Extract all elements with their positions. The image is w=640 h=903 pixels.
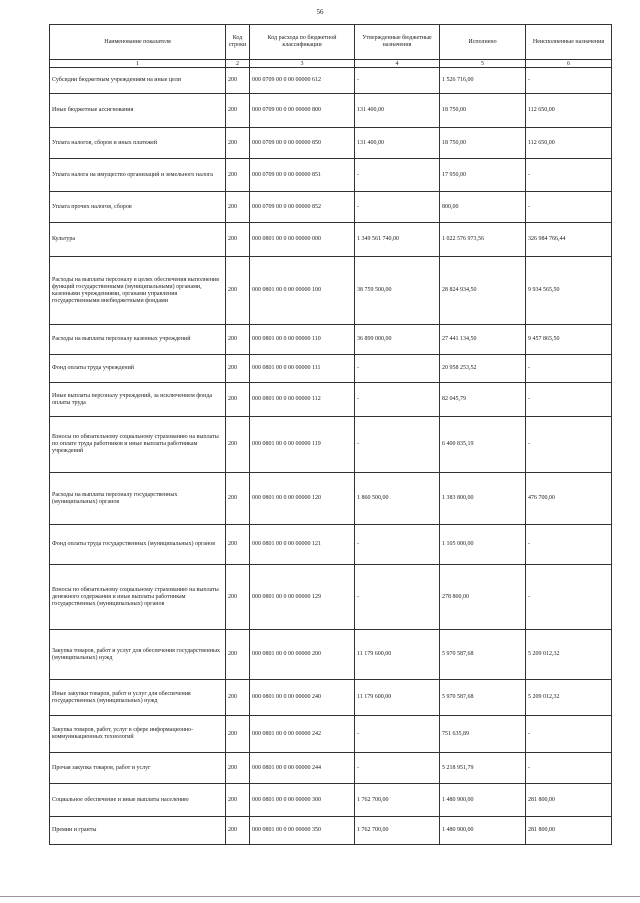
approved-amount: 38 759 500,00 xyxy=(355,257,440,325)
indicator-name: Уплата прочих налогов, сборов xyxy=(50,192,226,223)
executed-amount: 17 950,00 xyxy=(440,159,526,192)
approved-amount: - xyxy=(355,68,440,94)
header-executed: Исполнено xyxy=(440,25,526,60)
header-approved: Утвержденные бюджетные назначения xyxy=(355,25,440,60)
line-code: 200 xyxy=(226,784,250,817)
executed-amount: 18 750,00 xyxy=(440,128,526,159)
classification-code: 000 0709 00 0 00 00000 850 xyxy=(250,128,355,159)
approved-amount: 131 400,00 xyxy=(355,128,440,159)
unexecuted-amount: 112 650,00 xyxy=(526,94,612,128)
indicator-name: Расходы на выплаты персоналу казенных учреждений xyxy=(50,325,226,355)
column-number: 1 xyxy=(50,60,226,68)
indicator-name: Социальное обеспечение и иные выплаты населению xyxy=(50,784,226,817)
table-row xyxy=(50,257,612,325)
table-row xyxy=(50,94,612,128)
classification-code: 000 0801 00 0 00 00000 000 xyxy=(250,223,355,257)
table-row xyxy=(50,817,612,845)
unexecuted-amount: - xyxy=(526,192,612,223)
column-number-row xyxy=(50,60,612,68)
classification-code: 000 0709 00 0 00 00000 800 xyxy=(250,94,355,128)
table-row xyxy=(50,525,612,565)
indicator-name: Закупка товаров, работ и услуг для обеспечения государственных (муниципальных) нужд xyxy=(50,630,226,680)
unexecuted-amount: - xyxy=(526,753,612,784)
executed-amount: 1 022 576 973,56 xyxy=(440,223,526,257)
classification-code: 000 0801 00 0 00 00000 111 xyxy=(250,355,355,383)
classification-code: 000 0801 00 0 00 00000 121 xyxy=(250,525,355,565)
table-row xyxy=(50,383,612,417)
executed-amount: 28 824 934,50 xyxy=(440,257,526,325)
executed-amount: 27 441 134,50 xyxy=(440,325,526,355)
indicator-name: Уплата налога на имущество организаций и земельного налога xyxy=(50,159,226,192)
unexecuted-amount: - xyxy=(526,565,612,630)
line-code: 200 xyxy=(226,525,250,565)
indicator-name: Фонд оплаты труда учреждений xyxy=(50,355,226,383)
table-row xyxy=(50,753,612,784)
unexecuted-amount: - xyxy=(526,355,612,383)
approved-amount: 1 860 500,00 xyxy=(355,473,440,525)
unexecuted-amount: - xyxy=(526,525,612,565)
table-row xyxy=(50,417,612,473)
executed-amount: 5 970 587,68 xyxy=(440,630,526,680)
line-code: 200 xyxy=(226,128,250,159)
executed-amount: 1 383 800,00 xyxy=(440,473,526,525)
table-row xyxy=(50,159,612,192)
approved-amount: - xyxy=(355,192,440,223)
executed-amount: 751 635,89 xyxy=(440,716,526,753)
unexecuted-amount: 9 457 865,50 xyxy=(526,325,612,355)
indicator-name: Прочая закупка товаров, работ и услуг xyxy=(50,753,226,784)
unexecuted-amount: 5 209 012,32 xyxy=(526,630,612,680)
line-code: 200 xyxy=(226,192,250,223)
unexecuted-amount: 5 209 012,32 xyxy=(526,680,612,716)
table-row xyxy=(50,680,612,716)
line-code: 200 xyxy=(226,383,250,417)
approved-amount: - xyxy=(355,565,440,630)
table-header-row xyxy=(50,25,612,60)
classification-code: 000 0709 00 0 00 00000 852 xyxy=(250,192,355,223)
line-code: 200 xyxy=(226,417,250,473)
unexecuted-amount: - xyxy=(526,716,612,753)
executed-amount: 1 480 900,00 xyxy=(440,817,526,845)
executed-amount: 800,00 xyxy=(440,192,526,223)
executed-amount: 18 750,00 xyxy=(440,94,526,128)
line-code: 200 xyxy=(226,753,250,784)
approved-amount: 131 400,00 xyxy=(355,94,440,128)
table-row xyxy=(50,325,612,355)
indicator-name: Расходы на выплаты персоналу в целях обеспечения выполнения функций государственными (муниципальными) органами, казенными учреждениями, органами управления государственными внебюджетными фондами xyxy=(50,257,226,325)
indicator-name: Расходы на выплаты персоналу государственных (муниципальных) органов xyxy=(50,473,226,525)
approved-amount: - xyxy=(355,525,440,565)
approved-amount: 11 179 600,00 xyxy=(355,680,440,716)
line-code: 200 xyxy=(226,716,250,753)
classification-code: 000 0801 00 0 00 00000 112 xyxy=(250,383,355,417)
column-number: 4 xyxy=(355,60,440,68)
table-row xyxy=(50,192,612,223)
table-row xyxy=(50,68,612,94)
executed-amount: 5 218 951,79 xyxy=(440,753,526,784)
classification-code: 000 0801 00 0 00 00000 240 xyxy=(250,680,355,716)
line-code: 200 xyxy=(226,94,250,128)
executed-amount: 1 105 000,00 xyxy=(440,525,526,565)
line-code: 200 xyxy=(226,257,250,325)
approved-amount: - xyxy=(355,716,440,753)
unexecuted-amount: 112 650,00 xyxy=(526,128,612,159)
table-row xyxy=(50,473,612,525)
indicator-name: Премии и гранты xyxy=(50,817,226,845)
approved-amount: - xyxy=(355,383,440,417)
header-unexecuted: Неисполненные назначения xyxy=(526,25,612,60)
approved-amount: 11 179 600,00 xyxy=(355,630,440,680)
executed-amount: 82 045,79 xyxy=(440,383,526,417)
classification-code: 000 0709 00 0 00 00000 851 xyxy=(250,159,355,192)
indicator-name: Иные выплаты персоналу учреждений, за исключением фонда оплаты труда xyxy=(50,383,226,417)
approved-amount: 36 899 000,00 xyxy=(355,325,440,355)
unexecuted-amount: - xyxy=(526,417,612,473)
classification-code: 000 0801 00 0 00 00000 129 xyxy=(250,565,355,630)
unexecuted-amount: 476 700,00 xyxy=(526,473,612,525)
indicator-name: Иные бюджетные ассигнования xyxy=(50,94,226,128)
unexecuted-amount: 326 984 766,44 xyxy=(526,223,612,257)
table-row xyxy=(50,716,612,753)
executed-amount: 1 480 900,00 xyxy=(440,784,526,817)
indicator-name: Иные закупки товаров, работ и услуг для обеспечения государственных (муниципальных) нужд xyxy=(50,680,226,716)
approved-amount: 1 762 700,00 xyxy=(355,817,440,845)
classification-code: 000 0801 00 0 00 00000 242 xyxy=(250,716,355,753)
table-row xyxy=(50,355,612,383)
classification-code: 000 0801 00 0 00 00000 200 xyxy=(250,630,355,680)
executed-amount: 278 800,00 xyxy=(440,565,526,630)
line-code: 200 xyxy=(226,223,250,257)
bottom-divider xyxy=(0,896,640,897)
unexecuted-amount: 9 934 565,50 xyxy=(526,257,612,325)
line-code: 200 xyxy=(226,325,250,355)
table-row xyxy=(50,565,612,630)
approved-amount: - xyxy=(355,355,440,383)
line-code: 200 xyxy=(226,630,250,680)
approved-amount: - xyxy=(355,417,440,473)
table-row xyxy=(50,630,612,680)
column-number: 5 xyxy=(440,60,526,68)
indicator-name: Взносы по обязательному социальному страхованию на выплаты денежного содержания и иные выплаты работникам государственных (муниципальных) органов xyxy=(50,565,226,630)
line-code: 200 xyxy=(226,159,250,192)
unexecuted-amount: - xyxy=(526,383,612,417)
executed-amount: 6 400 835,19 xyxy=(440,417,526,473)
classification-code: 000 0801 00 0 00 00000 100 xyxy=(250,257,355,325)
line-code: 200 xyxy=(226,565,250,630)
line-code: 200 xyxy=(226,680,250,716)
unexecuted-amount: 281 800,00 xyxy=(526,784,612,817)
unexecuted-amount: - xyxy=(526,68,612,94)
unexecuted-amount: - xyxy=(526,159,612,192)
header-code: Код строки xyxy=(226,25,250,60)
executed-amount: 1 526 716,00 xyxy=(440,68,526,94)
indicator-name: Взносы по обязательному социальному страхованию на выплаты по оплате труда работников и иные выплаты работникам учреждений xyxy=(50,417,226,473)
line-code: 200 xyxy=(226,473,250,525)
line-code: 200 xyxy=(226,355,250,383)
indicator-name: Закупка товаров, работ, услуг в сфере информационно-коммуникационных технологий xyxy=(50,716,226,753)
indicator-name: Культура xyxy=(50,223,226,257)
approved-amount: - xyxy=(355,159,440,192)
unexecuted-amount: 281 800,00 xyxy=(526,817,612,845)
approved-amount: - xyxy=(355,753,440,784)
column-number: 3 xyxy=(250,60,355,68)
approved-amount: 1 762 700,00 xyxy=(355,784,440,817)
classification-code: 000 0801 00 0 00 00000 110 xyxy=(250,325,355,355)
line-code: 200 xyxy=(226,817,250,845)
column-number: 6 xyxy=(526,60,612,68)
executed-amount: 5 970 587,68 xyxy=(440,680,526,716)
budget-execution-table xyxy=(49,24,612,845)
column-number: 2 xyxy=(226,60,250,68)
executed-amount: 20 958 253,52 xyxy=(440,355,526,383)
table-row xyxy=(50,128,612,159)
indicator-name: Субсидии бюджетным учреждениям на иные цели xyxy=(50,68,226,94)
table-row xyxy=(50,223,612,257)
classification-code: 000 0801 00 0 00 00000 350 xyxy=(250,817,355,845)
approved-amount: 1 349 561 740,00 xyxy=(355,223,440,257)
header-classification: Код расхода по бюджетной классификации xyxy=(250,25,355,60)
classification-code: 000 0709 00 0 00 00000 612 xyxy=(250,68,355,94)
line-code: 200 xyxy=(226,68,250,94)
header-name: Наименование показателя xyxy=(50,25,226,60)
classification-code: 000 0801 00 0 00 00000 119 xyxy=(250,417,355,473)
classification-code: 000 0801 00 0 00 00000 300 xyxy=(250,784,355,817)
indicator-name: Уплата налогов, сборов и иных платежей xyxy=(50,128,226,159)
classification-code: 000 0801 00 0 00 00000 244 xyxy=(250,753,355,784)
classification-code: 000 0801 00 0 00 00000 120 xyxy=(250,473,355,525)
indicator-name: Фонд оплаты труда государственных (муниципальных) органов xyxy=(50,525,226,565)
table-row xyxy=(50,784,612,817)
page-number: 56 xyxy=(316,8,324,16)
